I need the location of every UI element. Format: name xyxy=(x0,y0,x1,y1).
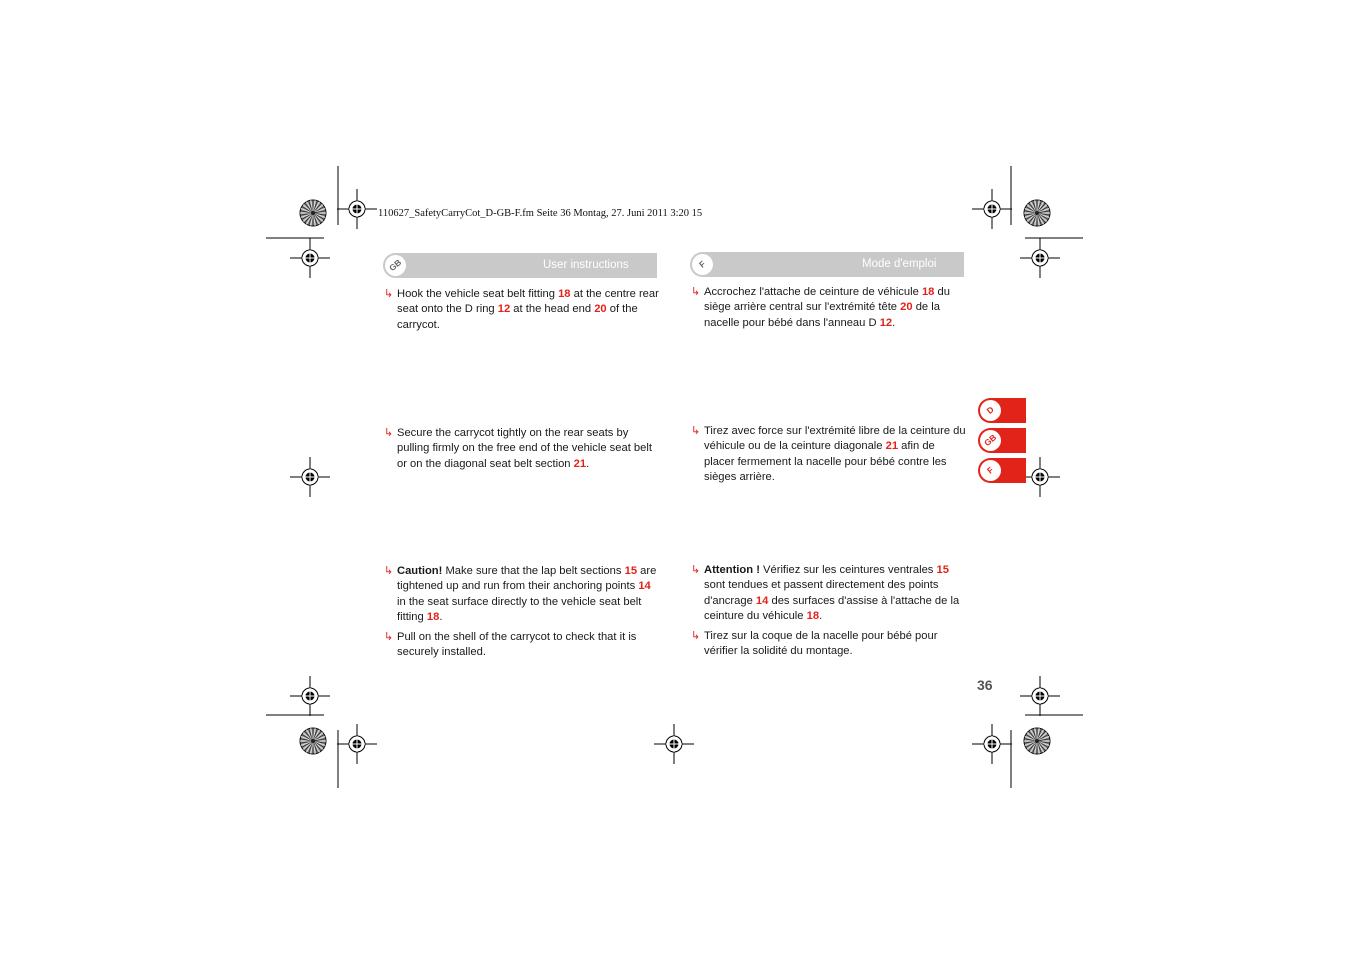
step-text: sont tendues et passent directement des points d'ancrage xyxy=(704,579,939,607)
registration-mark-icon xyxy=(290,238,330,278)
part-number: 21 xyxy=(573,457,587,470)
step-arrow-icon: ↳ xyxy=(384,565,394,577)
f-badge-label: F xyxy=(696,258,708,270)
f-step-3 xyxy=(691,563,966,625)
step-text: . xyxy=(819,610,823,623)
step-text: are tightened up and run from their anchoring points xyxy=(397,565,657,593)
registration-mark-icon xyxy=(972,189,1012,229)
part-number: 15 xyxy=(936,564,949,576)
warning-label: Caution! xyxy=(397,565,443,577)
part-number: 20 xyxy=(594,303,607,316)
gb-language-badge xyxy=(385,255,406,276)
step-text: at the centre rear seat onto the D ring xyxy=(397,288,659,316)
step-text: . xyxy=(586,457,590,470)
lang-tab-gb-label: GB xyxy=(982,432,999,449)
lang-tab-d[interactable] xyxy=(978,398,1026,423)
lang-tab-gb[interactable] xyxy=(978,428,1026,453)
step-text: Vérifiez sur les ceintures ventrales xyxy=(759,564,937,576)
part-number: 14 xyxy=(755,594,769,607)
lang-tab-d-badge xyxy=(980,400,1001,421)
gb-step-1 xyxy=(384,287,659,333)
f-section-title: Mode d'emploi xyxy=(862,258,937,270)
step-text: des surfaces d'assise à l'attache de la ceinture du véhicule xyxy=(704,594,960,623)
registration-mark-icon xyxy=(1020,676,1060,716)
f-title-bar xyxy=(690,252,964,277)
file-header: 110627_SafetyCarryCot_D-GB-F.fm Seite 36 Montag, 27. Juni 2011 3:20 15 xyxy=(378,208,703,219)
part-number: 15 xyxy=(624,565,638,577)
step-text: Pull on the shell of the carrycot to check that it is securely installed. xyxy=(397,631,637,659)
lang-tab-gb-badge xyxy=(980,430,1001,451)
part-number: 18 xyxy=(426,611,440,624)
part-number: 18 xyxy=(921,286,935,298)
lang-tab-f-badge xyxy=(980,460,1001,481)
step-text: in the seat surface directly to the vehicle seat belt fitting xyxy=(397,595,642,624)
registration-mark-icon xyxy=(972,724,1012,764)
part-number: 21 xyxy=(885,440,899,453)
gb-badge-label: GB xyxy=(387,257,404,274)
step-text: at the head end xyxy=(510,303,595,316)
lang-tab-d-label: D xyxy=(984,404,996,416)
gb-step-4 xyxy=(384,630,659,661)
step-text: . xyxy=(892,316,896,329)
step-text: Make sure that the lap belt sections xyxy=(442,565,625,577)
step-text: . xyxy=(439,611,443,624)
registration-mark-icon xyxy=(1020,457,1060,497)
registration-mark-icon xyxy=(337,724,377,764)
part-number: 14 xyxy=(638,580,651,593)
f-step-1 xyxy=(691,285,966,331)
step-text: Secure the carrycot tightly on the rear seats by pulling firmly on the free end of the vehicle seat belt or on the diagonal seat belt section xyxy=(397,427,652,470)
f-step-4 xyxy=(691,629,966,660)
part-number: 18 xyxy=(558,288,571,300)
gb-section-title: User instructions xyxy=(543,259,629,271)
page-number: 36 xyxy=(977,677,993,693)
registration-mark-icon xyxy=(290,676,330,716)
step-text: Tirez avec force sur l'extrémité libre de la ceinture du véhicule ou de la ceinture diagonale xyxy=(704,425,966,453)
step-arrow-icon: ↳ xyxy=(691,286,701,298)
gb-step-2 xyxy=(384,426,659,472)
color-star-target-icon xyxy=(300,728,326,754)
registration-mark-icon xyxy=(290,457,330,497)
part-number: 18 xyxy=(806,610,820,623)
color-star-target-icon xyxy=(300,200,326,226)
step-text: Accrochez l'attache de ceinture de véhicule xyxy=(704,286,922,298)
step-arrow-icon: ↳ xyxy=(384,288,394,300)
step-text: Tirez sur la coque de la nacelle pour bébé pour vérifier la solidité du montage. xyxy=(704,630,938,658)
part-number: 20 xyxy=(900,301,913,314)
lang-tab-f[interactable] xyxy=(978,458,1026,483)
step-arrow-icon: ↳ xyxy=(691,425,701,437)
part-number: 12 xyxy=(497,303,511,316)
color-star-target-icon xyxy=(1024,200,1050,226)
registration-mark-icon xyxy=(654,724,694,764)
f-language-badge xyxy=(692,254,713,275)
warning-label: Attention ! xyxy=(704,564,760,576)
part-number: 12 xyxy=(879,316,893,329)
gb-step-3 xyxy=(384,564,659,626)
step-arrow-icon: ↳ xyxy=(384,427,394,439)
lang-tab-f-label: F xyxy=(984,464,996,476)
f-step-2 xyxy=(691,424,966,486)
step-arrow-icon: ↳ xyxy=(691,564,701,576)
step-text: afin de placer fermement la nacelle pour bébé contre les sièges arrière. xyxy=(704,440,947,484)
registration-mark-icon xyxy=(1020,238,1060,278)
step-arrow-icon: ↳ xyxy=(384,631,394,643)
step-text: de la nacelle pour bébé dans l'anneau D xyxy=(704,301,940,329)
gb-title-bar xyxy=(383,253,657,278)
color-star-target-icon xyxy=(1024,728,1050,754)
registration-mark-icon xyxy=(337,189,377,229)
step-text: of the carrycot. xyxy=(397,303,638,331)
step-text: du siège arrière central sur l'extrémité tête xyxy=(704,286,950,314)
step-arrow-icon: ↳ xyxy=(691,630,701,642)
step-text: Hook the vehicle seat belt fitting xyxy=(397,288,559,300)
